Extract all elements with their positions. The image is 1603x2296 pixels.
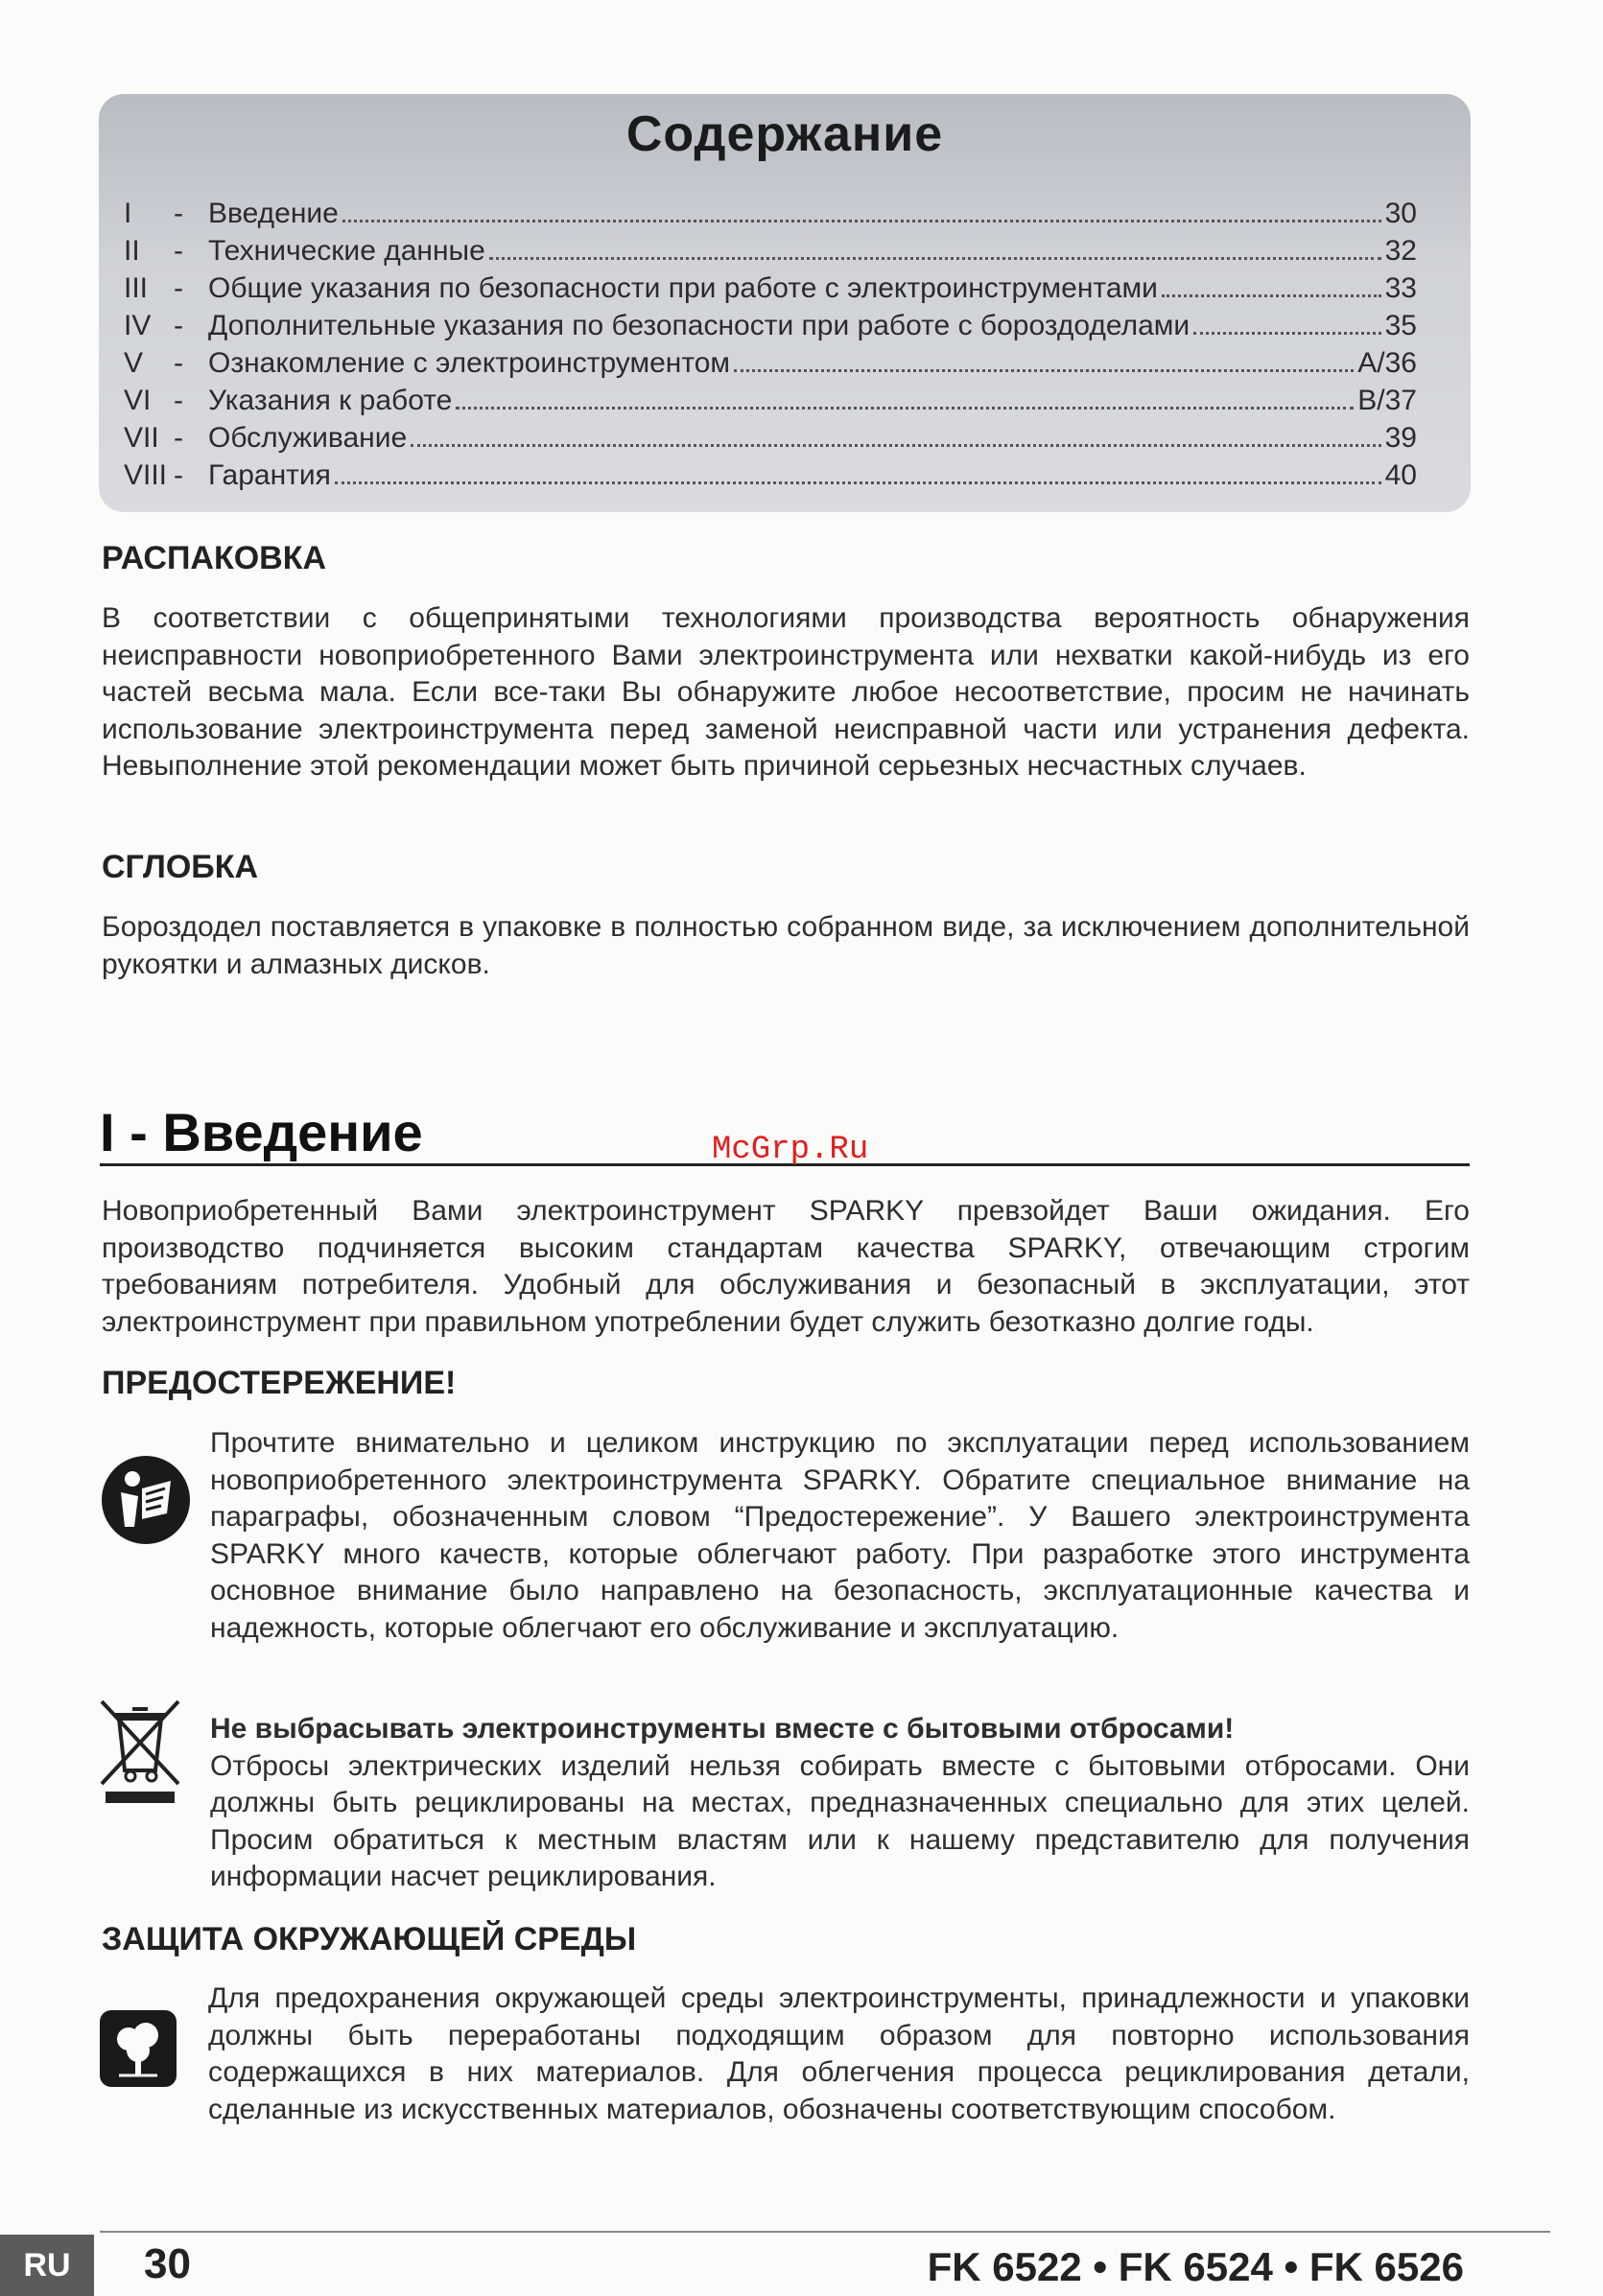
crossed-bin-icon — [98, 1698, 182, 1805]
assembly-heading: СГЛОБКА — [102, 849, 259, 885]
toc-item-number: III — [124, 272, 149, 304]
model-numbers: FK 6522 • FK 6524 • FK 6526 — [927, 2244, 1464, 2289]
footer-rule — [100, 2231, 1550, 2233]
introduction-heading: I - Введение — [100, 1102, 423, 1162]
toc-item-page: 39 — [1384, 422, 1417, 454]
toc-item-number: IV — [124, 310, 152, 341]
toc-item-number: V — [124, 347, 144, 379]
environment-tree-icon — [100, 2010, 177, 2087]
toc-item[interactable]: IV - Дополнительные указания по безопасности при работе с бороздоделами 35 — [124, 310, 1417, 341]
toc-item-label: Обслуживание — [208, 422, 408, 454]
toc-item[interactable]: VI - Указания к работе B/37 — [124, 385, 1417, 416]
warning-heading: ПРЕДОСТЕРЕЖЕНИЕ! — [102, 1365, 457, 1401]
toc-item-number: VII — [124, 422, 159, 454]
page-number: 30 — [144, 2240, 191, 2287]
toc-item[interactable]: I - Введение 30 — [124, 198, 1417, 229]
toc-item[interactable]: II - Технические данные 32 — [124, 235, 1417, 267]
toc-item[interactable]: VII - Обслуживание 39 — [124, 422, 1417, 454]
disposal-heading: Не выбрасывать электроинструменты вместе с бытовыми отбросами! — [210, 1713, 1235, 1745]
toc-item-page: 30 — [1384, 198, 1417, 229]
toc-item-number: VI — [124, 385, 152, 416]
table-of-contents — [99, 94, 1471, 512]
toc-item-label: Указания к работе — [208, 385, 453, 416]
toc-item-number: I — [124, 198, 132, 229]
toc-item-page: A/36 — [1357, 347, 1417, 379]
unpacking-heading: РАСПАКОВКА — [102, 540, 326, 576]
toc-item[interactable]: III - Общие указания по безопасности при работе с электроинструментами 33 — [124, 272, 1417, 304]
toc-item-label: Введение — [208, 198, 339, 229]
unpacking-text: В соответствии с общепринятыми технологиями производства вероятность обнаружения неисправности новоприобретенного Вами электроинструмента или нехватки какой-нибудь из его частей весьма мала. Если все-таки Вы обнаружите любое несоответствие, просим не начинать использование электроинструмента перед заменой неисправной части или устранения дефекта. Невыполнение этой рекомендации может быть причиной серьезных несчастных случаев. — [102, 602, 1470, 782]
toc-item[interactable]: V - Ознакомление с электроинструментом A/36 — [124, 347, 1417, 379]
assembly-text: Бороздодел поставляется в упаковке в полностью собранном виде, за исключением дополнительной рукоятки и алмазных дисков. — [102, 911, 1470, 980]
toc-title: Содержание — [625, 106, 944, 162]
toc-item-label: Гарантия — [208, 459, 331, 491]
language-tab: RU — [0, 2235, 94, 2296]
toc-item-page: 40 — [1384, 459, 1417, 491]
toc-item-number: VIII — [124, 459, 168, 491]
toc-item[interactable]: VIII - Гарантия 40 — [124, 459, 1417, 491]
toc-item-page: B/37 — [1357, 385, 1417, 416]
toc-item-label: Общие указания по безопасности при работе с электроинструментами — [208, 272, 1158, 304]
toc-item-label: Технические данные — [208, 235, 485, 267]
toc-item-page: 35 — [1384, 310, 1417, 341]
environment-text: Для предохранения окружающей среды электроинструменты, принадлежности и упаковки должны быть переработаны подходящим образом для повторно использования содержащихся в них материалов. Для облегчения процесса рециклирования детали, сделанные из искусственных материалов, обозначены соответствующим способом. — [208, 1982, 1470, 2125]
toc-item-page: 32 — [1384, 235, 1417, 267]
read-manual-icon — [100, 1454, 192, 1546]
toc-item-number: II — [124, 235, 140, 267]
environment-heading: ЗАЩИТА ОКРУЖАЮЩЕЙ СРЕДЫ — [102, 1921, 637, 1957]
disposal-text: Отбросы электрических изделий нельзя собирать вместе с бытовыми отбросами. Они должны быть рециклированы на местах, предназначенных специально для этих целей. Просим обратиться к местным властям или к нашему представителю для получения информации насчет рециклирования. — [210, 1749, 1470, 1892]
watermark: McGrp.Ru — [712, 1132, 869, 1168]
warning-text: Прочтите внимательно и целиком инструкцию по эксплуатации перед использованием новоприобретенного электроинструмента SPARKY. Обратите специальное внимание на параграфы, обозначенным словом “Предостережение”. У Вашего электроинструмента SPARKY много качеств, которые облегчают работу. При разработке этого инструмента основное внимание было направлено на безопасность, эксплуатационные качества и надежность, которые облегчают его обслуживание и эксплуатацию. — [210, 1427, 1470, 1644]
toc-item-label: Ознакомление с электроинструментом — [208, 347, 731, 379]
introduction-text: Новоприобретенный Вами электроинструмент SPARKY превзойдет Ваши ожидания. Его производство подчиняется высоким стандартам качества SPARKY, отвечающим строгим требованиям потребителя. Удобный для обслуживания и безопасный в эксплуатации, этот электроинструмент при правильном употреблении будет служить безотказно долгие годы. — [102, 1195, 1470, 1338]
toc-item-page: 33 — [1384, 272, 1417, 304]
toc-item-label: Дополнительные указания по безопасности при работе с бороздоделами — [208, 310, 1190, 341]
